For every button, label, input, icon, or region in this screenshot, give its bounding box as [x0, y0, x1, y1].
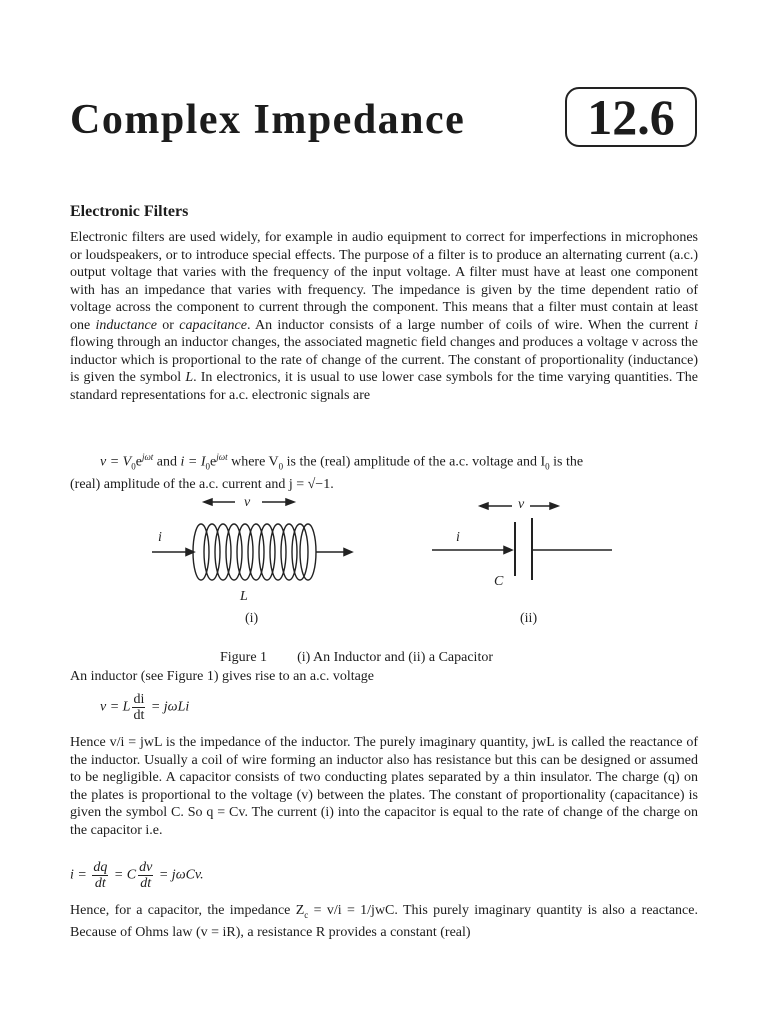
capacitor-equation: i = $\frac{dq}{dt}$ = C $\frac{dv}{dt}$ = jωCv.: [70, 860, 204, 891]
section-number-badge: 12.6: [565, 87, 697, 147]
inductor-leads: [152, 549, 352, 556]
inductor-intro: An inductor (see Figure 1) gives rise to an a.c. voltage: [70, 669, 375, 684]
section-subheading: Electronic Filters: [70, 203, 189, 220]
capacitor-i-label: i: [456, 530, 460, 545]
paragraph-reactance: Hence v/i = jwL is the impedance of the inductor. The purely imaginary quantity, jwL is called the reactance of the inductor. Usually a coil of wire forming an inductor also has resistance but this can be designed or assumed to be negligible. A capacitor consists of two conducting plates separated by a thin insulator. The charge (q) on the plates is proportional to the voltage (v) between the plates. The constant of proportionality (capacitance) is given the symbol C. So q = Cv. The current (i) into the capacitor is equal to the rate of change of the charge on the capacitor i.e.: [70, 735, 698, 838]
figure-caption: Figure 1 (i) An Inductor and (ii) a Capacitor: [220, 650, 493, 665]
inductor-equation: v = L $\frac{di}{dt}$ = jωLi: [100, 692, 190, 723]
capacitor-C-label: C: [494, 574, 504, 589]
capacitor-symbol: [432, 518, 612, 580]
circuit-figure: [130, 490, 650, 640]
inductor-tag: (i): [245, 611, 259, 626]
inductor-i-label: i: [158, 530, 162, 545]
capacitor-tag: (ii): [520, 611, 538, 626]
capacitor-v-label: v: [518, 497, 525, 512]
page-title: Complex Impedance: [70, 97, 466, 143]
inductor-coil: [193, 524, 316, 580]
inductor-L-label: L: [240, 589, 248, 604]
paragraph-electronic-filters: Electronic filters are used widely, for example in audio equipment to correct for imperfections in microphones or loudspeakers, or to introduce special effects. The purpose of a filter is to produce an alternating current (a.c.) output voltage that varies with the frequency of the input voltage. A filter must have at least one component with has an impedance that varies with frequency. The impedance is given by the time dependent ratio of voltage across the component to current through the component. This means that a filter must contain at least one inductance or capacitance. An inductor consists of a large number of coils of wire. When the current i flowing through an inductor changes, the associated magnetic field changes and produces a voltage v across the inductor which is proportional to the rate of change of the current. The constant of proportionality (inductance) is given the symbol L. In electronics, it is usual to use lower case symbols for the time varying quantities. The standard representations for a.c. electronic signals are: [70, 230, 698, 403]
inductor-v-label: v: [244, 495, 251, 510]
paragraph-capacitor-impedance: Hence, for a capacitor, the impedance $Z_c = v/i = 1/jwC$. This purely imaginary quantity is also a reactance. Because of Ohms law (v = iR), a resistance R provides a constant (real): [70, 903, 698, 941]
signal-definitions: $v = V_0e^{j\omega t}$ and $i = I_0e^{j\omega t}$ where $V_0$ is the (real) amplitude of the a.c. voltage and $I_0$ is the (real) amplitude of the a.c. current and j = √−1.: [70, 452, 584, 492]
